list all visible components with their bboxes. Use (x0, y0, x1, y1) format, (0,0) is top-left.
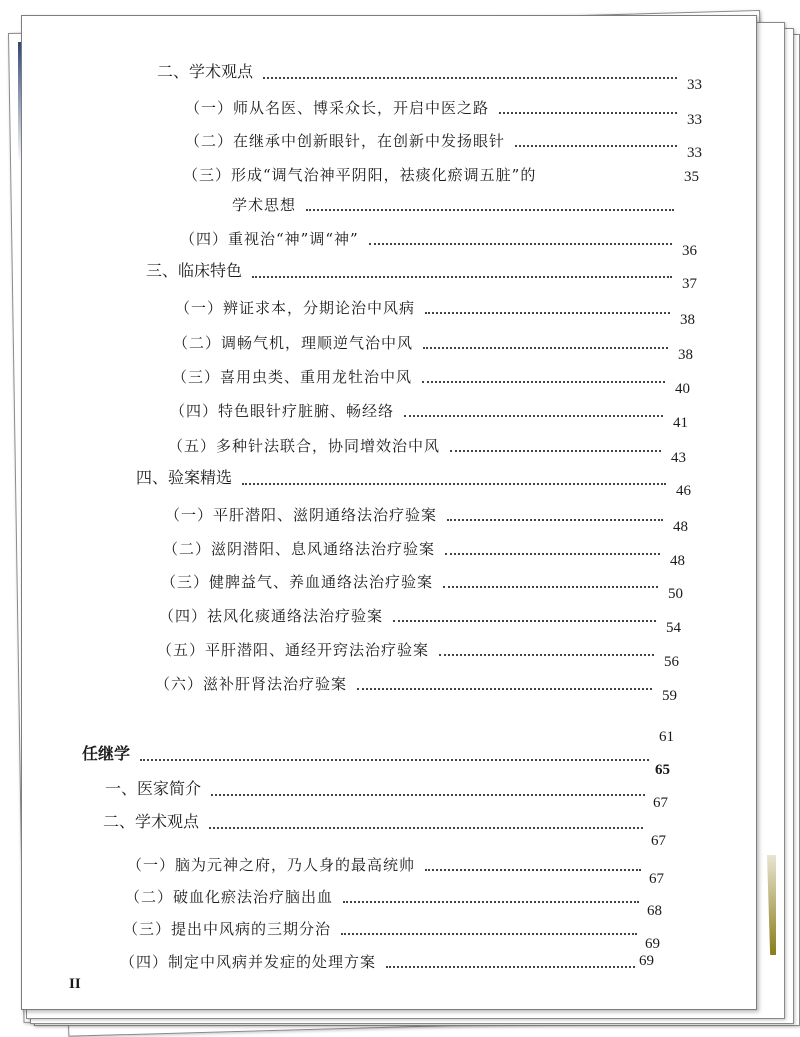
toc-entry-label: 三、临床特色 (146, 263, 243, 280)
leader-dots (341, 933, 637, 935)
toc-entry (173, 334, 693, 363)
toc-entry (180, 230, 697, 259)
toc-entry-page: 43 (671, 450, 686, 466)
page-folio: II (69, 976, 81, 992)
toc-entry-label: （五）多种针法联合，协同增效治中风 (168, 437, 441, 455)
toc-entry-label: （五）平肝潜阳、通经开窍法治疗验案 (157, 641, 430, 659)
toc-entry (123, 903, 662, 938)
toc-entry (185, 99, 702, 128)
toc-entry (103, 795, 668, 832)
toc-entry (125, 871, 664, 906)
toc-entry-page: 46 (676, 483, 691, 499)
toc-entry-page: 69 (639, 953, 654, 969)
leader-dots (425, 869, 641, 871)
toc-entry-page: 69 (645, 936, 660, 952)
table-of-contents (22, 16, 756, 1009)
toc-entry-page: 67 (653, 795, 668, 811)
toc-page (21, 15, 757, 1010)
toc-entry (170, 402, 688, 431)
toc-entry-page: 40 (675, 381, 690, 397)
leader-dots (445, 553, 660, 555)
leader-dots (343, 901, 639, 903)
toc-entry-label: （一）辨证求本，分期论治中风病 (175, 299, 416, 317)
leader-dots (425, 312, 670, 314)
toc-entry-label: （六）滋补肝肾法治疗验案 (155, 675, 348, 693)
toc-entry-page: 67 (651, 833, 666, 849)
leader-dots (211, 794, 645, 796)
toc-entry-label: （三）健脾益气、养血通络法治疗验案 (161, 573, 434, 591)
toc-entry-label: （二）滋阴潜阳、息风通络法治疗验案 (163, 540, 436, 558)
toc-entry (165, 506, 688, 535)
toc-entry-label: （四）祛风化痰通络法治疗验案 (159, 607, 384, 625)
toc-entry-label: 二、学术观点 (103, 814, 200, 831)
toc-entry-page: 50 (668, 586, 683, 602)
toc-entry-page: 59 (662, 688, 677, 704)
toc-entry-page: 67 (649, 871, 664, 887)
toc-entry-label: （三）喜用虫类、重用龙牡治中风 (172, 368, 413, 386)
toc-entry-page: 48 (670, 553, 685, 569)
toc-entry (105, 762, 670, 799)
toc-entry (155, 675, 677, 704)
leader-dots (423, 347, 668, 349)
toc-entry (163, 540, 685, 569)
toc-entry-label: 四、验案精选 (136, 470, 233, 487)
toc-entry-label: （四）制定中风病并发症的处理方案 (120, 953, 377, 971)
leader-dots (393, 620, 656, 622)
toc-entry (159, 607, 681, 636)
toc-author-name: 任继学 (82, 746, 131, 763)
toc-entry-page: 36 (682, 243, 697, 259)
toc-entry-page: 68 (647, 903, 662, 919)
toc-entry-label: （一）平肝潜阳、滋阴通络法治疗验案 (165, 506, 438, 524)
leader-dots (252, 276, 672, 278)
leader-dots (439, 654, 654, 656)
toc-entry-page: 54 (666, 620, 681, 636)
toc-entry (136, 470, 691, 499)
toc-entry (120, 936, 660, 971)
toc-entry-label: （二）在继承中创新眼针，在创新中发扬眼针 (185, 132, 506, 150)
toc-entry-label: 二、学术观点 (157, 64, 254, 81)
toc-entry-page: 41 (673, 415, 688, 431)
toc-entry-page: 56 (664, 654, 679, 670)
toc-entry-label: （三）提出中风病的三期分治 (123, 920, 332, 938)
toc-entry-label: （一）师从名医、博采众长，开启中医之路 (185, 99, 490, 117)
toc-entry (168, 437, 686, 466)
leader-dots (404, 415, 663, 417)
leader-dots (369, 243, 672, 245)
toc-entry-continuation: 学术思想 (232, 196, 297, 214)
toc-entry (127, 833, 666, 874)
toc-entry-label: （四）特色眼针疗脏腑、畅经络 (170, 402, 395, 420)
toc-entry-label: （二）破血化瘀法治疗脑出血 (125, 888, 334, 906)
toc-entry-page: 33 (687, 145, 702, 161)
toc-entry-label: （三）形成“调气治神平阴阳，祛痰化瘀调五脏”的 (183, 166, 537, 184)
leader-dots (450, 450, 661, 452)
leader-dots (447, 519, 663, 521)
toc-entry (172, 368, 690, 397)
toc-entry-page: 65 (655, 762, 670, 778)
toc-author-entry (82, 729, 674, 764)
leader-dots (263, 77, 677, 79)
leader-dots (499, 112, 677, 114)
toc-entry (146, 263, 697, 292)
leader-dots (306, 209, 674, 211)
leader-dots (386, 966, 635, 968)
leader-dots (140, 759, 649, 761)
toc-entry-label: （四）重视治“神”调“神” (180, 230, 359, 248)
leader-dots (357, 688, 652, 690)
toc-entry-label: （二）调畅气机，理顺逆气治中风 (173, 334, 414, 352)
leader-dots (209, 827, 643, 829)
leader-dots (443, 586, 658, 588)
toc-entry (185, 132, 702, 161)
toc-entry-page: 61 (659, 729, 674, 745)
toc-entry-label: 一、医家简介 (105, 781, 202, 798)
toc-entry-page: 35 (684, 169, 699, 185)
toc-entry-label: （一）脑为元神之府，乃人身的最高统帅 (127, 856, 416, 874)
toc-entry (157, 641, 679, 670)
toc-entry-page: 37 (682, 276, 697, 292)
toc-entry (157, 64, 702, 93)
toc-entry (161, 573, 683, 602)
toc-entry-page: 38 (680, 312, 695, 328)
leader-dots (422, 381, 665, 383)
toc-entry-page: 33 (687, 112, 702, 128)
toc-entry-page: 38 (678, 347, 693, 363)
leader-dots (242, 483, 666, 485)
toc-entry-page: 33 (687, 77, 702, 93)
toc-entry-page: 48 (673, 519, 688, 535)
toc-entry (175, 299, 695, 328)
leader-dots (515, 145, 677, 147)
